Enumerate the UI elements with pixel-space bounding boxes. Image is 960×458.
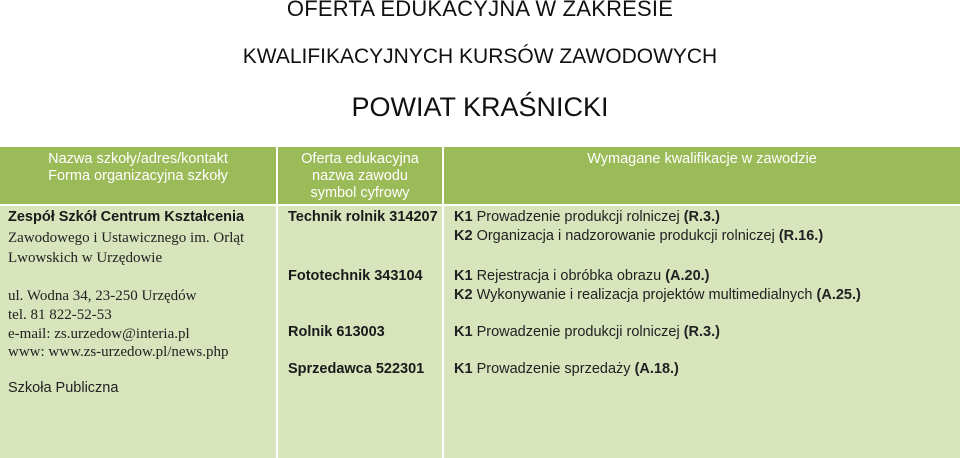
qualifications-cell [444, 206, 960, 458]
qualification-ref: (R.16.) [778, 228, 824, 244]
professions-cell [278, 206, 442, 458]
header-offer-line-2: nazwa zawodu [312, 168, 408, 184]
qualification-row [454, 324, 720, 341]
qualification-text: Prowadzenie produkcji rolniczej [476, 324, 680, 340]
qualification-ref: (A.18.) [634, 361, 679, 377]
qualification-text: Organizacja i nadzorowanie produkcji rolniczej [476, 228, 775, 244]
qualification-code: K1 [454, 268, 473, 284]
qualification-ref: (A.20.) [665, 268, 710, 284]
school-phone: tel. 81 822-52-53 [8, 307, 112, 323]
header-school [0, 147, 276, 204]
qualification-row [454, 268, 710, 285]
qualification-row [454, 361, 679, 378]
qualification-code: K1 [454, 209, 473, 225]
qualification-code: K2 [454, 287, 473, 303]
header-school-line-1: Nazwa szkoły/adres/kontakt [48, 151, 228, 167]
title-line-3: POWIAT KRAŚNICKI [351, 92, 609, 122]
profession-rolnik: Rolnik 613003 [288, 324, 385, 340]
header-school-line-2: Forma organizacyjna szkoły [48, 168, 228, 184]
qualification-ref: (A.25.) [816, 287, 861, 303]
profession-sprzedawca: Sprzedawca 522301 [288, 361, 425, 377]
qualification-text: Rejestracja i obróbka obrazu [476, 268, 662, 284]
school-address: ul. Wodna 34, 23-250 Urzędów [8, 288, 197, 304]
profession-fototechnik: Fototechnik 343104 [288, 268, 423, 284]
header-qualifications-line-1: Wymagane kwalifikacje w zawodzie [587, 151, 817, 167]
qualification-code: K1 [454, 324, 473, 340]
qualification-text: Wykonywanie i realizacja projektów multimedialnych [476, 287, 813, 303]
school-name-line-2: Zawodowego i Ustawicznego im. Orląt [8, 230, 245, 246]
qualification-text: Prowadzenie sprzedaży [476, 361, 631, 377]
header-offer [278, 147, 442, 204]
qualification-ref: (R.3.) [683, 209, 720, 225]
school-form: Szkoła Publiczna [8, 380, 119, 396]
school-name-line-3: Lwowskich w Urzędowie [8, 250, 163, 266]
title-line-2: KWALIFIKACYJNYCH KURSÓW ZAWODOWYCH [242, 45, 718, 68]
qualification-ref: (R.3.) [683, 324, 720, 340]
profession-technik-rolnik: Technik rolnik 314207 [288, 209, 438, 225]
qualification-row [454, 228, 823, 245]
header-offer-line-1: Oferta edukacyjna [301, 151, 419, 167]
header-qualifications [444, 147, 960, 204]
school-email[interactable]: e-mail: zs.urzedow@interia.pl [8, 326, 190, 342]
title-line-1: OFERTA EDUKACYJNA W ZAKRESIE [286, 0, 674, 21]
qualification-code: K1 [454, 361, 473, 377]
qualification-text: Prowadzenie produkcji rolniczej [476, 209, 680, 225]
school-name-line-1: Zespół Szkół Centrum Kształcenia [8, 209, 245, 225]
header-offer-line-3: symbol cyfrowy [310, 185, 410, 201]
school-website[interactable]: www: www.zs-urzedow.pl/news.php [8, 344, 229, 360]
qualification-code: K2 [454, 228, 473, 244]
qualification-row [454, 209, 720, 226]
school-info-cell [0, 206, 276, 458]
qualification-row [454, 287, 861, 304]
